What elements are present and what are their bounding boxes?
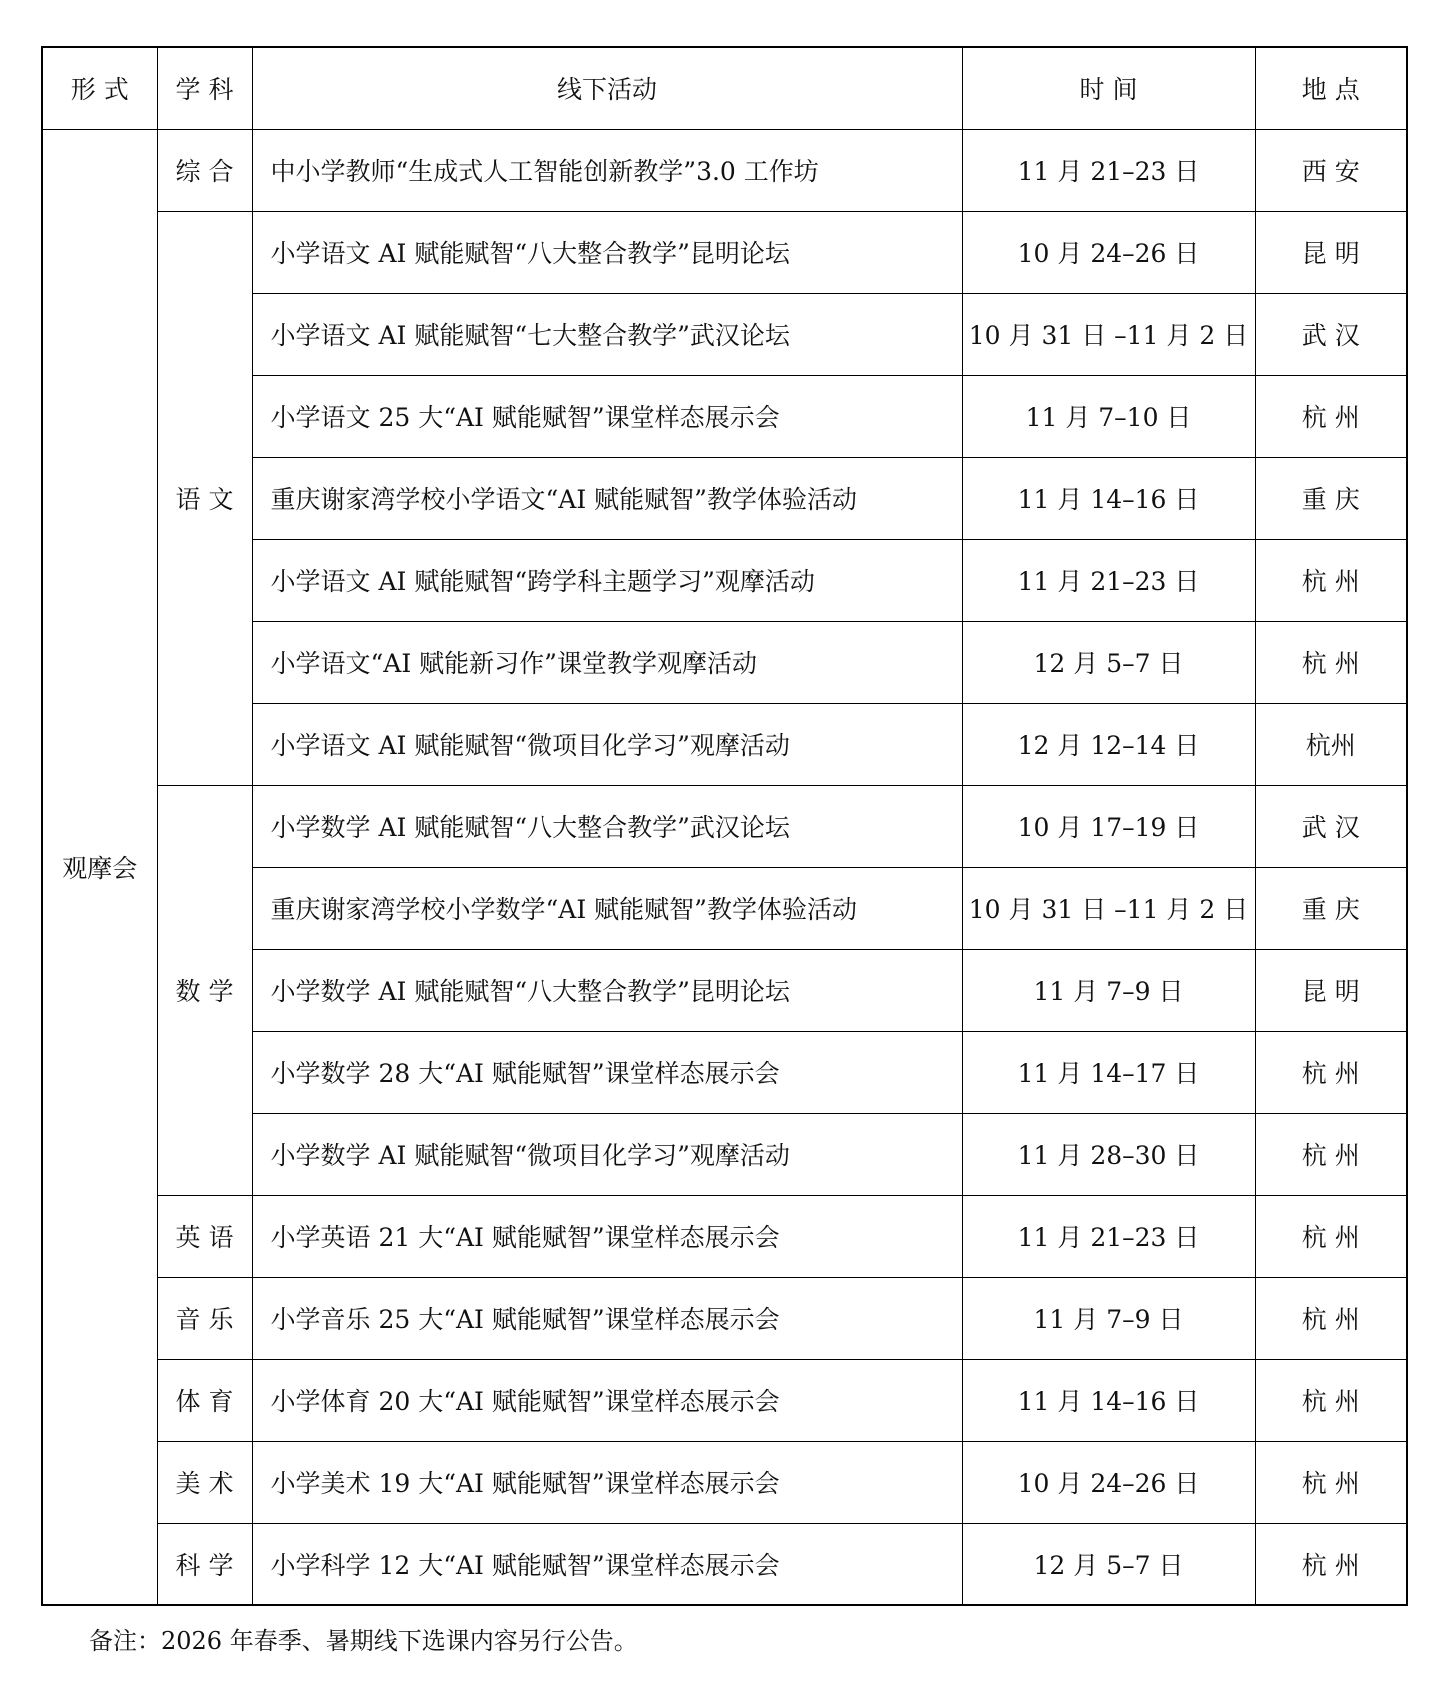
time-cell: 11 月 21–23 日: [962, 1195, 1255, 1277]
form-cell: 观摩会: [42, 129, 157, 1605]
location-cell: 杭 州: [1255, 1441, 1407, 1523]
location-cell: 杭 州: [1255, 1359, 1407, 1441]
location-cell: 杭州: [1255, 703, 1407, 785]
time-cell: 11 月 14–16 日: [962, 457, 1255, 539]
time-cell: 10 月 24–26 日: [962, 211, 1255, 293]
time-cell: 10 月 31 日 –11 月 2 日: [962, 867, 1255, 949]
subject-cell: 综 合: [157, 129, 252, 211]
location-cell: 昆 明: [1255, 949, 1407, 1031]
location-cell: 武 汉: [1255, 785, 1407, 867]
location-cell: 杭 州: [1255, 1523, 1407, 1605]
location-cell: 杭 州: [1255, 1113, 1407, 1195]
header-cell-time: 时 间: [962, 47, 1255, 129]
activity-cell: 小学语文 AI 赋能赋智“七大整合教学”武汉论坛: [252, 293, 962, 375]
table-row: [42, 785, 1407, 867]
table-row: [42, 1277, 1407, 1359]
table-row: [42, 1523, 1407, 1605]
table-row: [42, 129, 1407, 211]
table-row: [42, 1359, 1407, 1441]
location-cell: 西 安: [1255, 129, 1407, 211]
location-cell: 重 庆: [1255, 867, 1407, 949]
location-cell: 重 庆: [1255, 457, 1407, 539]
header-cell-subject: 学 科: [157, 47, 252, 129]
subject-cell: 音 乐: [157, 1277, 252, 1359]
activity-cell: 重庆谢家湾学校小学数学“AI 赋能赋智”教学体验活动: [252, 867, 962, 949]
table-row: [42, 1441, 1407, 1523]
activity-cell: 小学语文 AI 赋能赋智“八大整合教学”昆明论坛: [252, 211, 962, 293]
activity-cell: 小学数学 AI 赋能赋智“微项目化学习”观摩活动: [252, 1113, 962, 1195]
activity-cell: 小学体育 20 大“AI 赋能赋智”课堂样态展示会: [252, 1359, 962, 1441]
time-cell: 11 月 7–9 日: [962, 949, 1255, 1031]
location-cell: 昆 明: [1255, 211, 1407, 293]
activity-cell: 小学美术 19 大“AI 赋能赋智”课堂样态展示会: [252, 1441, 962, 1523]
time-cell: 11 月 14–17 日: [962, 1031, 1255, 1113]
subject-cell: 科 学: [157, 1523, 252, 1605]
location-cell: 杭 州: [1255, 1195, 1407, 1277]
time-cell: 12 月 12–14 日: [962, 703, 1255, 785]
activity-cell: 小学科学 12 大“AI 赋能赋智”课堂样态展示会: [252, 1523, 962, 1605]
time-cell: 12 月 5–7 日: [962, 621, 1255, 703]
table-row: [42, 1195, 1407, 1277]
subject-cell: 语 文: [157, 211, 252, 785]
time-cell: 11 月 7–10 日: [962, 375, 1255, 457]
time-cell: 11 月 21–23 日: [962, 129, 1255, 211]
subject-cell: 英 语: [157, 1195, 252, 1277]
activity-cell: 小学音乐 25 大“AI 赋能赋智”课堂样态展示会: [252, 1277, 962, 1359]
activity-cell: 小学数学 AI 赋能赋智“八大整合教学”昆明论坛: [252, 949, 962, 1031]
activity-cell: 中小学教师“生成式人工智能创新教学”3.0 工作坊: [252, 129, 962, 211]
time-cell: 11 月 7–9 日: [962, 1277, 1255, 1359]
activity-cell: 小学数学 28 大“AI 赋能赋智”课堂样态展示会: [252, 1031, 962, 1113]
time-cell: 10 月 17–19 日: [962, 785, 1255, 867]
header-cell-form: 形 式: [42, 47, 157, 129]
activity-cell: 小学语文“AI 赋能新习作”课堂教学观摩活动: [252, 621, 962, 703]
location-cell: 武 汉: [1255, 293, 1407, 375]
header-cell-location: 地 点: [1255, 47, 1407, 129]
time-cell: 11 月 21–23 日: [962, 539, 1255, 621]
subject-cell: 数 学: [157, 785, 252, 1195]
header-cell-activity: 线下活动: [252, 47, 962, 129]
location-cell: 杭 州: [1255, 375, 1407, 457]
location-cell: 杭 州: [1255, 1277, 1407, 1359]
activity-cell: 小学语文 AI 赋能赋智“跨学科主题学习”观摩活动: [252, 539, 962, 621]
subject-cell: 体 育: [157, 1359, 252, 1441]
time-cell: 12 月 5–7 日: [962, 1523, 1255, 1605]
header-row: [42, 47, 1407, 129]
activity-cell: 重庆谢家湾学校小学语文“AI 赋能赋智”教学体验活动: [252, 457, 962, 539]
schedule-table: [41, 46, 1408, 1606]
table-row: [42, 211, 1407, 293]
location-cell: 杭 州: [1255, 539, 1407, 621]
activity-cell: 小学数学 AI 赋能赋智“八大整合教学”武汉论坛: [252, 785, 962, 867]
time-cell: 10 月 31 日 –11 月 2 日: [962, 293, 1255, 375]
footnote: 备注：2026 年春季、暑期线下选课内容另行公告。: [89, 1627, 638, 1655]
location-cell: 杭 州: [1255, 1031, 1407, 1113]
time-cell: 11 月 28–30 日: [962, 1113, 1255, 1195]
activity-cell: 小学语文 AI 赋能赋智“微项目化学习”观摩活动: [252, 703, 962, 785]
location-cell: 杭 州: [1255, 621, 1407, 703]
activity-cell: 小学英语 21 大“AI 赋能赋智”课堂样态展示会: [252, 1195, 962, 1277]
time-cell: 10 月 24–26 日: [962, 1441, 1255, 1523]
subject-cell: 美 术: [157, 1441, 252, 1523]
time-cell: 11 月 14–16 日: [962, 1359, 1255, 1441]
activity-cell: 小学语文 25 大“AI 赋能赋智”课堂样态展示会: [252, 375, 962, 457]
